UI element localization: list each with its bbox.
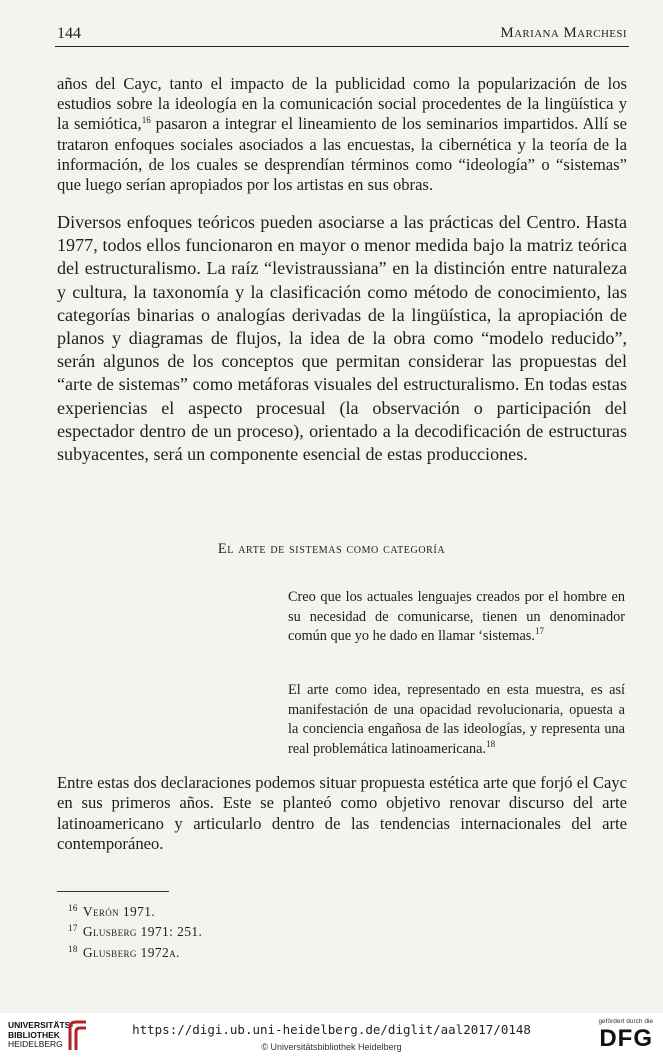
body-paragraph-2: Diversos enfoques teóricos pueden asociarse a las prácticas del Centro. Hasta 1977, todos ellos funcionaron en mayor o menor medida bajo la matriz teórica del estructuralismo. La raíz “levistraussiana” en la distinción entre naturaleza y cultura, la taxonomía y la clasificación como método de conocimiento, las categorías binarias o analogías derivadas de la lingüística, la apropiación de planos y diagramas de flujos, la idea de la obra como “modelo reducido”, serán algunos de los conceptos que permitan considerar las propuestas del “arte de sistemas” como metáforas visuales del estructuralismo. En todas estas experiencias el aspecto procesual (la observación o participación del espectador dentro de un proceso), orientado a la decodificación de estructuras subyacentes, será un componente esencial de estas producciones. xyxy=(57,212,627,465)
library-name-line-1: UNIVERSITÄTS- xyxy=(8,1020,74,1030)
body-paragraph-1 xyxy=(57,74,627,195)
body-paragraph-3: Entre estas dos declaraciones podemos situar propuesta estética arte que forjó el Cayc en sus primeros años. Este se planteó como objetivo renovar discurso del arte latinoamericano y articularlo dentro de las tendencias internacionales del arte contemporáneo. xyxy=(57,773,627,854)
library-name-line-3: HEIDELBERG xyxy=(8,1039,63,1049)
footnote-ref-18[interactable]: 18 xyxy=(486,738,496,749)
dfg-logo: DFG xyxy=(599,1025,653,1052)
library-name-line-2: BIBLIOTHEK xyxy=(8,1029,60,1040)
copyright-text: © Universitätsbibliothek Heidelberg xyxy=(261,1042,402,1052)
footnote-number: 17 xyxy=(68,923,78,934)
footnote-text: Glusberg 1972a. xyxy=(82,944,180,960)
footer-bar xyxy=(0,1013,663,1059)
quote-1-text: Creo que los actuales lenguajes creados por el hombre en su necesidad de comunicarse, tienen un denominador común que yo he dado en llamar ‘sistemas. xyxy=(288,589,625,645)
footnotes xyxy=(68,900,202,961)
footnote-text: Verón 1971. xyxy=(82,904,156,919)
footnote-number: 18 xyxy=(68,943,78,954)
footnote xyxy=(68,920,202,940)
footnote-ref-16[interactable]: 16 xyxy=(141,115,151,126)
footnote-text: Glusberg 1971: 251. xyxy=(82,924,203,940)
dfg-funding-note: gefördert durch die xyxy=(598,1018,653,1025)
section-heading: El arte de sistemas como categoría xyxy=(217,541,446,557)
block-quote-2 xyxy=(288,681,625,759)
footnote-number: 16 xyxy=(68,903,78,913)
block-quote-1 xyxy=(288,588,625,647)
paragraph-1-text-a: años del Cayc, tanto el impacto de la publicidad como la popularización de los estudios sobre la ideología en la comunicación social procedentes de la lingüística y la semiótica, xyxy=(57,74,627,134)
header-rule xyxy=(55,46,629,47)
footnote-ref-17[interactable]: 17 xyxy=(534,626,544,637)
page-number: 144 xyxy=(57,25,81,42)
footnote xyxy=(68,941,202,961)
footnote xyxy=(68,900,202,920)
paragraph-1-text-b: pasaron a integrar el lineamiento de los seminarios impartidos. Allí se trataron enfoques sociales asociados a las encuestas, la cibernética y la teoría de la información, de los cuales se desprendían términos como “ideología” o “sistemas” que luego serían apropiados por los artistas en sus obras. xyxy=(57,114,627,195)
source-url-link[interactable]: https://digi.ub.uni-heidelberg.de/diglit/aal2017/0148 xyxy=(132,1022,531,1037)
running-head: Mariana Marchesi xyxy=(500,25,627,41)
footnote-rule xyxy=(57,891,169,892)
quote-2-text: El arte como idea, representado en esta muestra, es así manifestación de una opacidad revolucionaria, opuesta a la conciencia engañosa de las ideologías, y representa una real problemática latinoamericana. xyxy=(288,682,625,757)
